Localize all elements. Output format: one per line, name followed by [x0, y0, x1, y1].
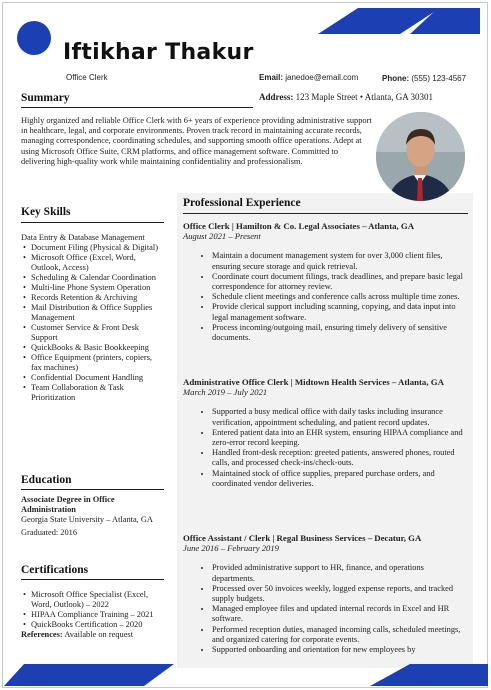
profile-photo	[376, 112, 465, 201]
job-bullet: • Provided administrative support to HR, finance, and operations departments.	[212, 563, 466, 583]
job-bullets	[183, 563, 466, 655]
job-dates: June 2016 – February 2019	[183, 543, 279, 554]
job-dates: August 2021 – Present	[183, 231, 261, 242]
skill-item: • Customer Service & Front Desk Support	[21, 323, 161, 343]
job-bullet: • Coordinate court document filings, track deadlines, and prepare basic legal correspondence for attorney review.	[212, 272, 466, 292]
skills-divider	[21, 222, 164, 223]
job-entry	[183, 221, 466, 343]
profile-photo-illustration	[376, 112, 465, 201]
education-divider	[21, 489, 164, 490]
job-bullet: • Process incoming/outgoing mail, ensuring timely delivery of sensitive documents.	[212, 323, 466, 343]
job-bullet: • Entered patient data into an EHR system, ensuring HIPAA compliance and zero-error record keeping.	[212, 428, 466, 448]
skills-list	[21, 233, 161, 403]
skill-item: • Multi-line Phone System Operation	[21, 283, 161, 293]
address-label: Address:	[259, 92, 294, 102]
references-line	[21, 630, 161, 640]
job-entry	[183, 533, 466, 655]
skill-item: • Document Filing (Physical & Digital)	[21, 243, 161, 253]
job-title: Office Assistant / Clerk | Regal Business Services – Decatur, GA	[183, 533, 422, 543]
email-label: Email:	[259, 73, 284, 82]
candidate-name: Iftikhar Thakur	[63, 40, 254, 65]
candidate-role: Office Clerk	[66, 73, 108, 82]
education-school: Georgia State University – Atlanta, GA	[21, 515, 153, 524]
references-label: References:	[21, 630, 63, 639]
decorative-circle	[17, 21, 51, 55]
email-value[interactable]: janedoe@email.com	[285, 73, 359, 82]
job-bullet: • Performed reception duties, managed incoming calls, scheduled meetings, and organized catering for corporate events.	[212, 625, 466, 645]
email-line	[259, 73, 358, 82]
job-dates: March 2019 – July 2021	[183, 387, 268, 398]
job-bullet: • Handled front-desk reception: greeted patients, answered phones, routed calls, and processed check-ins/check-outs.	[212, 448, 466, 468]
job-bullet: • Maintain a document management system for over 3,000 client files, ensuring secure storage and quick retrieval.	[212, 251, 466, 271]
phone-label: Phone:	[382, 74, 410, 83]
job-bullet: • Supported a busy medical office with daily tasks including insurance verification, appointment scheduling, and patient record updates.	[212, 407, 466, 427]
job-bullet: • Supported onboarding and orientation for new employees by	[212, 645, 466, 655]
address-value: 123 Maple Street • Atlanta, GA 30301	[295, 92, 433, 102]
certification-item: • QuickBooks Certification – 2020	[21, 620, 161, 630]
certifications-list	[21, 590, 161, 640]
skill-item: • Office Equipment (printers, copiers, fax machines)	[21, 353, 161, 373]
experience-divider	[183, 213, 468, 214]
references-value: Available on request	[64, 630, 134, 639]
job-bullets	[183, 407, 466, 489]
skill-item: • QuickBooks & Basic Bookkeeping	[21, 343, 161, 353]
job-bullet: • Maintained stock of office supplies, prepared purchase orders, and coordinated vendor deliveries.	[212, 469, 466, 489]
address-line	[259, 92, 433, 102]
phone-value: (555) 123-4567	[411, 74, 467, 83]
job-bullet: • Managed employee files and updated internal records in Excel and HR software.	[212, 604, 466, 624]
skill-item: • Mail Distribution & Office Supplies Management	[21, 303, 161, 323]
skill-item: • Scheduling & Calendar Coordination	[21, 273, 161, 283]
job-entry	[183, 377, 466, 489]
skill-item: • Records Retention & Archiving	[21, 293, 161, 303]
certifications-divider	[21, 579, 164, 580]
job-bullet: • Provide clerical support including scanning, copying, and data input into legal management software.	[212, 302, 466, 322]
certification-item: • HIPAA Compliance Training – 2021	[21, 610, 161, 620]
education-block	[21, 495, 161, 538]
job-title: Administrative Office Clerk | Midtown Health Services – Atlanta, GA	[183, 377, 444, 387]
summary-text: Highly organized and reliable Office Clerk with 6+ years of experience providing administrative support in healthcare, legal, and corporate environments. Proven track record in maintaining accurate records, managing correspondence, coordinating schedules, and supporting smooth office operations. Adept at using Microsoft Office Suite, CRM platforms, and office management software. Committed to delivering high-quality work while maintaining confidentiality and professionalism.	[21, 116, 372, 166]
job-title: Office Clerk | Hamilton & Co. Legal Associates – Atlanta, GA	[183, 221, 415, 231]
phone-line	[382, 74, 466, 83]
skills-heading: Key Skills	[21, 206, 71, 218]
experience-heading: Professional Experience	[183, 197, 301, 209]
education-heading: Education	[21, 474, 72, 486]
certification-item: • Microsoft Office Specialist (Excel, Word, Outlook) – 2022	[21, 590, 161, 610]
skill-item: Data Entry & Database Management	[21, 233, 145, 242]
job-bullets	[183, 251, 466, 343]
skill-item: • Team Collaboration & Task Prioritization	[21, 383, 161, 403]
education-degree: Associate Degree in Office Administration	[21, 495, 115, 514]
job-bullet: • Processed over 50 invoices weekly, logged expense reports, and tracked supply budgets.	[212, 584, 466, 604]
skill-item: • Microsoft Office (Excel, Word, Outlook, Access)	[21, 253, 161, 273]
skill-item: • Confidential Document Handling	[21, 373, 161, 383]
job-bullet: • Schedule client meetings and conference calls across multiple time zones.	[212, 292, 466, 302]
certifications-heading: Certifications	[21, 564, 89, 576]
education-graduated: Graduated: 2016	[21, 528, 78, 537]
summary-heading: Summary	[21, 92, 70, 104]
summary-divider	[21, 107, 253, 108]
